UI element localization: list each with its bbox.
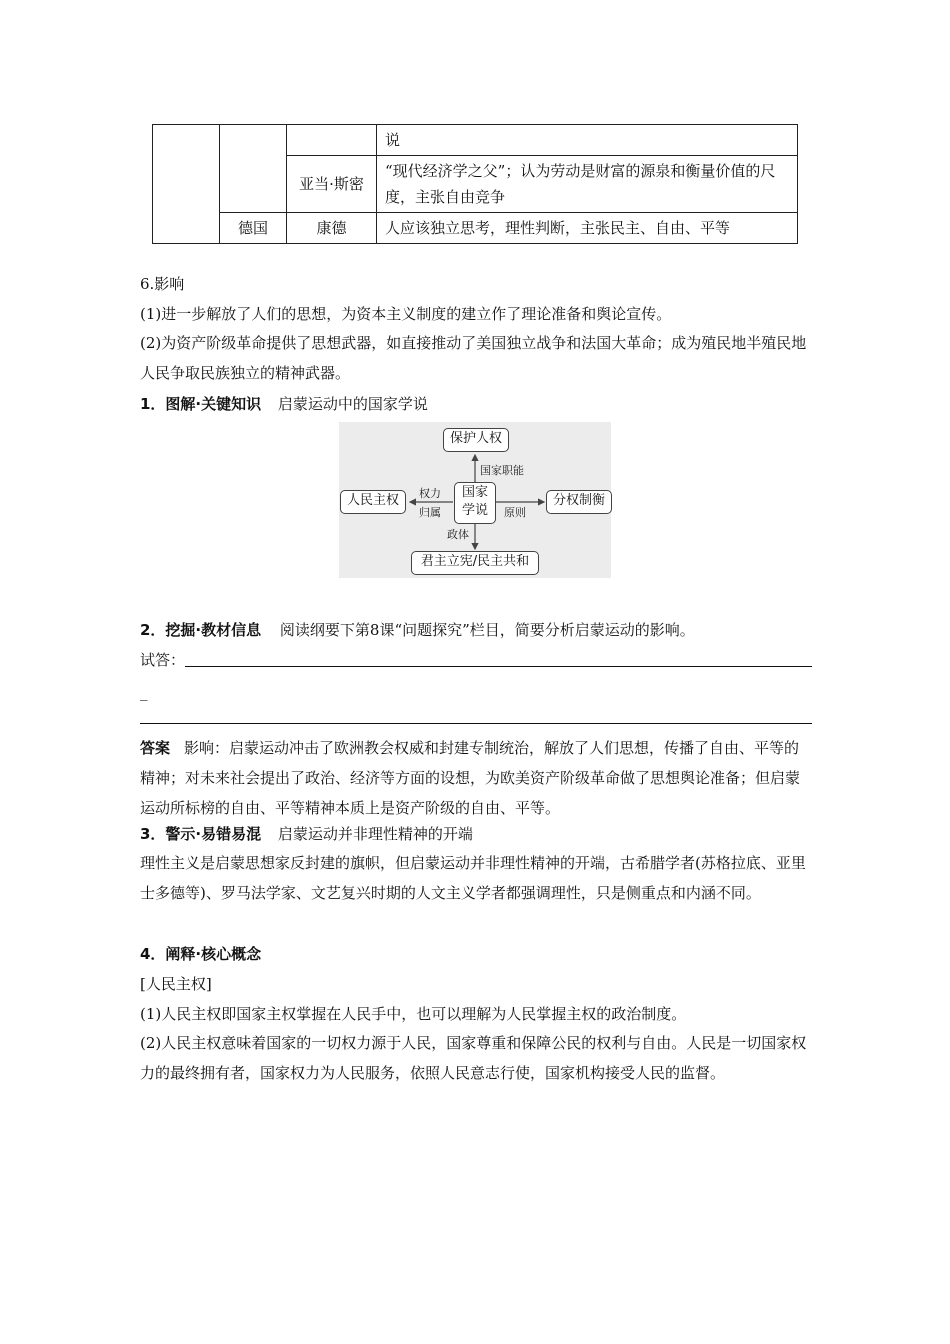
heading-label: 3．警示·易错易混 <box>140 825 262 843</box>
table-cell: 说 <box>377 125 798 156</box>
node-popular-sovereignty: 人民主权 <box>340 490 406 514</box>
table-row <box>153 125 798 156</box>
item-heading-1 <box>140 392 812 416</box>
table-cell-country: 德国 <box>220 213 287 244</box>
node-separation-of-powers: 分权制衡 <box>546 490 612 514</box>
label-power: 权力 <box>419 487 441 500</box>
answer-prompt: 试答： <box>140 651 186 669</box>
answer-line <box>185 666 812 667</box>
state-theory-diagram <box>339 422 611 578</box>
label-state-function: 国家职能 <box>480 464 524 477</box>
table-cell: 人应该独立思考，理性判断，主张民主、自由、平等 <box>377 213 798 244</box>
node-protect-rights: 保护人权 <box>443 428 509 452</box>
table-cell-name: 亚当·斯密 <box>287 156 377 213</box>
table-cell-empty <box>220 125 287 213</box>
item-heading-2 <box>140 618 812 642</box>
heading-label: 4．阐释·核心概念 <box>140 945 262 963</box>
answer-dash: _ <box>140 683 148 701</box>
table-cell-name: 康德 <box>287 213 377 244</box>
answer-line <box>140 723 812 724</box>
table-cell-empty <box>153 125 220 244</box>
paragraph: 理性主义是启蒙思想家反封建的旗帜，但启蒙运动并非理性精神的开端，古希腊学者(苏格拉底、亚里士多德等)、罗马法学家、文艺复兴时期的人文主义学者都强调理性，只是侧重点和内涵不同。 <box>140 854 806 902</box>
item-heading-4 <box>140 942 812 966</box>
heading-text: 阅读纲要下第8课“问题探究”栏目，简要分析启蒙运动的影响。 <box>279 621 695 639</box>
node-government-forms: 君主立宪/民主共和 <box>411 551 539 575</box>
section-title: 6.影响 <box>140 275 185 293</box>
answer-paragraph <box>140 733 812 823</box>
paragraph: (1)进一步解放了人们的思想，为资本主义制度的建立作了理论准备和舆论宣传。 <box>140 305 672 323</box>
item-heading-3 <box>140 822 812 846</box>
table-row <box>153 213 798 244</box>
answer-label: 答案 <box>140 739 171 757</box>
answer-text: 影响：启蒙运动冲击了欧洲教会权威和封建专制统治，解放了人们思想，传播了自由、平等的精神；对未来社会提出了政治、经济等方面的设想，为欧美资产阶级革命做了思想舆论准备；但启蒙运动所标榜的自由、平等精神本质上是资产阶级的自由、平等。 <box>140 739 801 817</box>
table-cell-empty <box>287 125 377 156</box>
heading-label: 1．图解·关键知识 <box>140 395 262 413</box>
heading-text: 启蒙运动中的国家学说 <box>277 395 428 413</box>
label-belonging: 归属 <box>419 506 441 519</box>
label-principle: 原则 <box>504 506 526 519</box>
node-state-theory <box>454 482 496 524</box>
thinkers-table <box>152 124 798 244</box>
paragraph: (1)人民主权即国家主权掌握在人民手中，也可以理解为人民掌握主权的政治制度。 <box>140 1005 687 1023</box>
paragraph: (2)为资产阶级革命提供了思想武器，如直接推动了美国独立战争和法国大革命；成为殖民地半殖民地人民争取民族独立的精神武器。 <box>140 334 807 382</box>
label-polity: 政体 <box>447 528 469 541</box>
node-state-theory-label: 国家学说 <box>462 485 489 518</box>
table-cell: “现代经济学之父”；认为劳动是财富的源泉和衡量价值的尺度，主张自由竞争 <box>377 156 798 213</box>
term: [人民主权] <box>140 975 212 993</box>
heading-label: 2．挖掘·教材信息 <box>140 621 262 639</box>
paragraph: (2)人民主权意味着国家的一切权力源于人民，国家尊重和保障公民的权利与自由。人民是一切国家权力的最终拥有者，国家权力为人民服务，依照人民意志行使，国家机构接受人民的监督。 <box>140 1034 807 1082</box>
heading-text: 启蒙运动并非理性精神的开端 <box>277 825 473 843</box>
